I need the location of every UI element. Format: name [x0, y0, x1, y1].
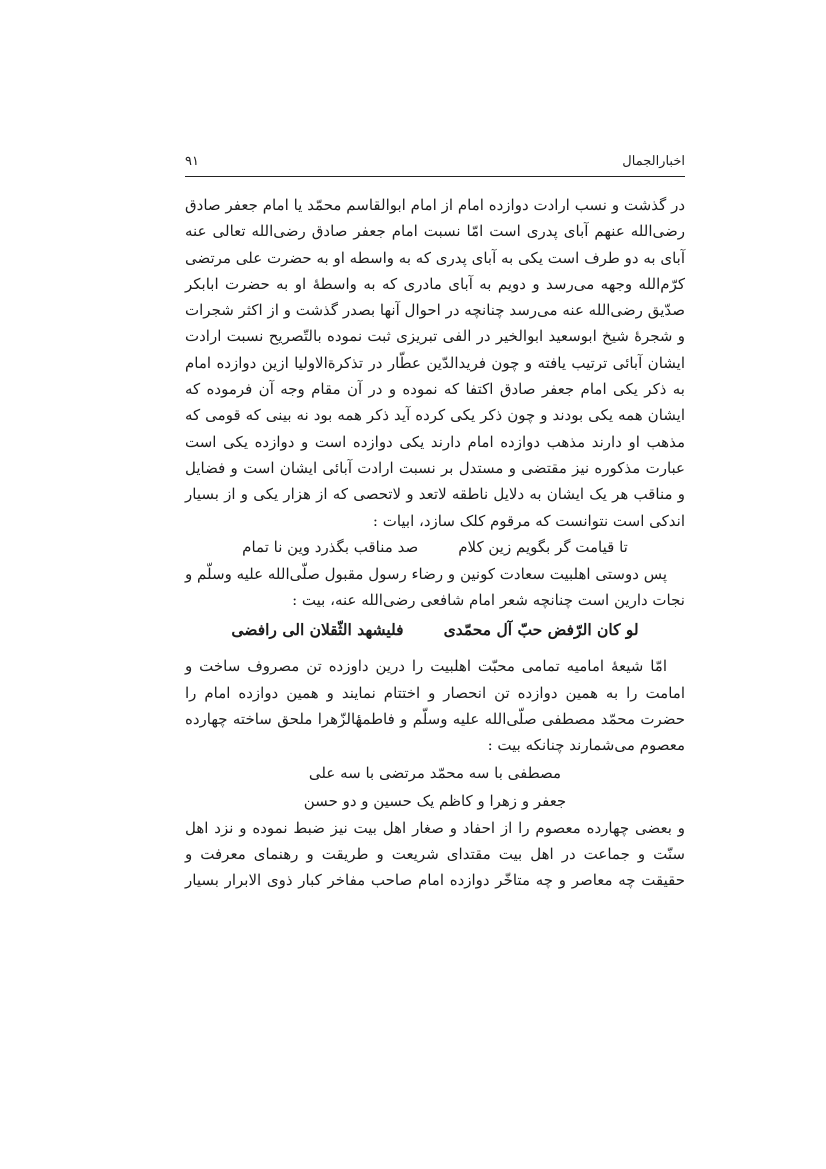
paragraph-3: امّا شیعهٔ امامیه تمامی محبّت اهلبیت را درین داوزده تن مصروف ساخت و امامت را به همین دوازده تن انحصار و اختتام نمایند و همین دوازده امام را حضرت محمّد مصطفی صلّی‌الله علیه وسلّم و فاطمهٔالزّهرا ملحق ساخته چهارده معصوم می‌شمارند چنانکه بیت :: [185, 657, 685, 755]
verse-couplet-1: [185, 534, 685, 561]
verse-3-line-1: مصطفی با سه محمّد مرتضی با سه علی: [308, 763, 562, 782]
verse-1-hemistich-1: تا قیامت گر بگویم زین کلام: [458, 537, 628, 556]
verse-2-hemistich-1: لو کان الرّفض حبّ آل محمّدی: [443, 620, 639, 640]
body-text: [185, 192, 685, 894]
paragraph-2: پس دوستی اهلبیت سعادت کونین و رضاء رسول مقبول صلّی‌الله علیه وسلّم و نجات دارین است چنانچه شعر امام شافعی رضی‌الله عنه، بیت :: [185, 564, 685, 610]
verse-1-hemistich-2: صد مناقب بگذرد وین نا تمام: [242, 537, 419, 556]
verse-2-hemistich-2: فلیشهد الثّقلان الی رافضی: [231, 620, 404, 640]
verse-3-line-2: جعفر و زهرا و کاظم یک حسین و دو حسن: [303, 791, 567, 810]
paragraph-4: و بعضی چهارده معصوم را از احفاد و صغار اهل بیت نیز ضبط نموده و نزد اهل سنّت و جماعت در اهل بیت مقتدای شریعت و طریقت و رهنمای معرفت و حقیقت چه معاصر و چه متاخّر دوازده امام صاحب مفاخر کبار ذوی الابرار بسیار: [185, 818, 685, 890]
paragraph-1: در گذشت و نسب ارادت دوازده امام از امام ابوالقاسم محمّد یا امام جعفر صادق رضی‌الله عنهم آبای پدری است امّا نسبت امام جعفر صادق رضی‌الله تعالی عنه آبای به دو طرف است یکی به آبای پدری که به واسطه او به حضرت علی مرتضی کرّم‌الله وجهه می‌رسد و دویم به آبای مادری که به واسطهٔ او به حضرت ابابکر صدّیق رضی‌الله عنه می‌رسد چنانچه در احوال آنها بصدر گذشت و از اکثر شجرات و شجرهٔ شیخ ابوسعید ابوالخیر در الفی تبریزی ثبت نموده بالتّصریح نسبت ارادت ایشان آبائی ترتیب یافته و چون فریدالدّین عطّار در تذکرةالاولیا ازین دوازده امام به ذکر یکی امام جعفر صادق اکتفا که نموده و در آن مقام وجه آن فرموده که ایشان همه یکی بودند و چون ذکر یکی کرده آید ذکر همه بود نه بینی که قومی که مذهب او دارند مذهب دوازده امام دارند یکی دوازده است و دوازده یکی است عبارت مذکوره نیز مقتضی و مستدل بر نسبت ارادت آبائی ایشان است و فضایل و مناقب هر یک ایشان به دلایل ناطقه لاتعد و لاتحصی که از هزار یکی و از بسیار اندکی است نتوانست که مرقوم کلک سازد، ابیات :: [185, 196, 685, 530]
header-rule: [185, 176, 685, 177]
verse-couplet-2: [185, 613, 685, 647]
book-title: اخبارالجمال: [622, 154, 685, 169]
page-number: ۹۱: [185, 154, 199, 169]
running-header: [185, 150, 685, 174]
